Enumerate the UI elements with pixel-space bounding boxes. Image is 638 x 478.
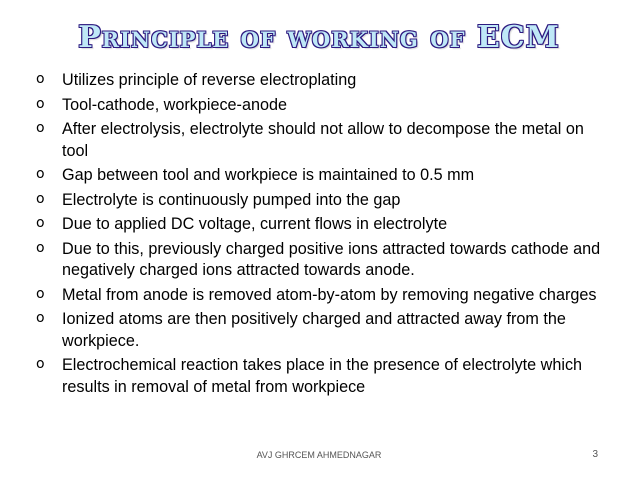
bullet-text: Ionized atoms are then positively charged and attracted away from the workpiece.: [62, 310, 566, 350]
bullet-icon: o: [36, 215, 45, 231]
bullet-item: [36, 214, 606, 236]
bullet-text: Due to this, previously charged positive ions attracted towards cathode and negatively charged ions attracted towards anode.: [62, 239, 601, 279]
bullet-text: Gap between tool and workpiece is maintained to 0.5 mm: [62, 166, 475, 184]
bullet-item: [36, 285, 606, 307]
bullet-icon: o: [36, 356, 45, 372]
bullet-icon: o: [36, 310, 45, 326]
footer-text: AVJ GHRCEM AHMEDNAGAR: [256, 450, 382, 460]
bullet-item: [36, 70, 606, 92]
bullet-item: [36, 309, 606, 352]
bullet-icon: o: [36, 166, 45, 182]
bullet-text: Due to applied DC voltage, current flows in electrolyte: [62, 215, 448, 233]
bullet-text: Metal from anode is removed atom-by-atom by removing negative charges: [62, 285, 597, 304]
bullet-list: [36, 70, 606, 401]
bullet-text: Electrochemical reaction takes place in the presence of electrolyte which results in removal of metal from workpiece: [62, 356, 583, 396]
bullet-text: After electrolysis, electrolyte should not allow to decompose the metal on tool: [62, 120, 584, 160]
bullet-icon: o: [36, 239, 45, 256]
bullet-icon: o: [36, 285, 45, 302]
bullet-icon: o: [36, 190, 45, 207]
bullet-item: [36, 165, 606, 187]
bullet-item: [36, 355, 606, 398]
bullet-icon: o: [36, 95, 45, 112]
page-number: 3: [592, 449, 598, 460]
bullet-icon: o: [36, 71, 45, 87]
bullet-item: [36, 119, 606, 162]
bullet-item: [36, 95, 606, 117]
bullet-text: Electrolyte is continuously pumped into the gap: [62, 190, 401, 209]
bullet-item: [36, 190, 606, 212]
bullet-icon: o: [36, 120, 45, 136]
bullet-text: Utilizes principle of reverse electroplating: [62, 71, 357, 89]
bullet-text: Tool-cathode, workpiece-anode: [62, 95, 287, 114]
slide-title: Principle of working of ECM: [78, 20, 560, 55]
bullet-item: [36, 239, 606, 282]
